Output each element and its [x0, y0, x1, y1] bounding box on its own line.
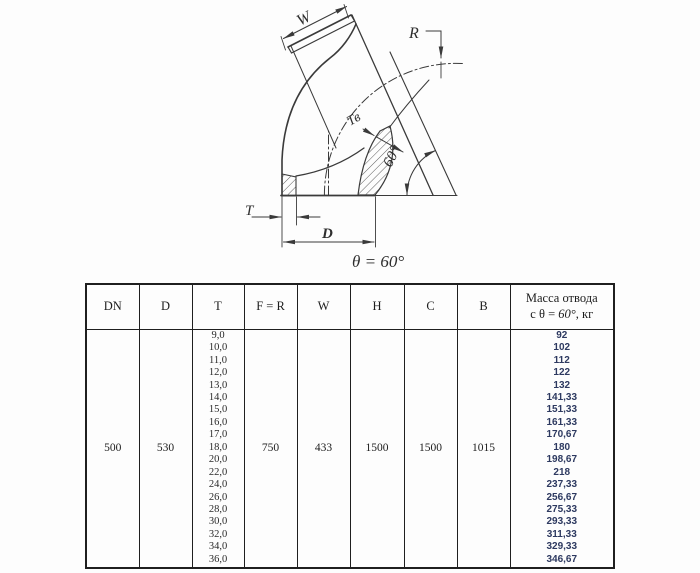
- mass-value: 151,33: [546, 404, 578, 416]
- mass-value: 329,33: [546, 541, 578, 553]
- t-value: 30,0: [208, 516, 228, 528]
- bend-centerline-arc: [324, 63, 465, 195]
- cell-mass-values: [510, 329, 614, 568]
- mass-value: 141,33: [546, 392, 578, 404]
- tv-dimension-label: Тв: [344, 109, 364, 130]
- header-f-r: F = R: [244, 284, 297, 329]
- t-value: 22,0: [208, 466, 228, 478]
- mass-header-line2-prefix: с θ =: [530, 306, 559, 321]
- mass-value: 346,67: [546, 553, 578, 565]
- top-face-left-cap: [288, 47, 292, 53]
- header-w: W: [297, 284, 350, 329]
- t-value: 16,0: [208, 416, 228, 428]
- mass-value: 198,67: [546, 454, 578, 466]
- header-t: T: [192, 284, 244, 329]
- cell-w: 433: [297, 329, 350, 568]
- elbow-inner-surface-curve: [296, 148, 364, 176]
- mass-value: 180: [553, 441, 571, 453]
- left-wall-section-hatch: [282, 174, 296, 196]
- mass-value: 102: [553, 342, 571, 354]
- mass-value: 256,67: [546, 491, 578, 503]
- table-data-row: [86, 329, 614, 568]
- table-header-row: [86, 284, 614, 329]
- mass-value: 218: [553, 466, 571, 478]
- t-value: 24,0: [208, 479, 228, 491]
- header-c: C: [404, 284, 457, 329]
- cell-f-r: 750: [244, 329, 297, 568]
- mass-header-line1: Масса отвода: [525, 291, 598, 306]
- mass-value: 122: [553, 367, 571, 379]
- t-value: 28,0: [208, 503, 228, 515]
- cell-h: 1500: [350, 329, 404, 568]
- theta-equation-label: θ = 60°: [352, 252, 405, 271]
- mass-value: 170,67: [546, 429, 578, 441]
- t-value: 11,0: [209, 354, 227, 366]
- mass-header-line2-suffix: , кг: [575, 306, 594, 321]
- r-dimension-label: R: [409, 25, 419, 42]
- mass-value: 132: [553, 379, 571, 391]
- header-b: B: [457, 284, 510, 329]
- angle-arc-label: 60°: [380, 143, 405, 170]
- t-value: 32,0: [208, 528, 228, 540]
- t-value: 12,0: [208, 367, 228, 379]
- angle-dimension-arc: [407, 151, 436, 196]
- d-dimension-label: D: [322, 226, 333, 242]
- cell-c: 1500: [404, 329, 457, 568]
- header-mass: [510, 284, 614, 329]
- t-value: 13,0: [208, 379, 228, 391]
- elbow-technical-drawing: [0, 0, 700, 283]
- mass-value: 92: [556, 329, 568, 341]
- t-dimension-label: T: [245, 203, 254, 219]
- t-value: 10,0: [208, 342, 228, 354]
- w-dimension-label: W: [294, 8, 314, 30]
- dimension-table: [85, 283, 615, 569]
- mass-value: 275,33: [546, 503, 578, 515]
- cell-t-values: [192, 329, 244, 568]
- t-value: 18,0: [208, 441, 228, 453]
- cell-dn: 500: [86, 329, 139, 568]
- t-value: 20,0: [208, 454, 228, 466]
- mass-value: 112: [553, 354, 570, 366]
- r-leader-line: [426, 31, 441, 58]
- t-value: 9,0: [211, 329, 225, 341]
- tv-leader-segment-1: [363, 129, 374, 136]
- header-dn: DN: [86, 284, 139, 329]
- t-value: 17,0: [208, 429, 228, 441]
- cell-d: 530: [139, 329, 192, 568]
- t-value: 15,0: [208, 404, 228, 416]
- mass-value: 293,33: [546, 516, 578, 528]
- t-value: 14,0: [208, 392, 228, 404]
- inner-surface-upper-curve: [389, 80, 429, 128]
- mass-header-angle: 60°: [558, 306, 576, 321]
- header-h: H: [350, 284, 404, 329]
- t-value: 36,0: [208, 553, 228, 565]
- t-value: 26,0: [208, 491, 228, 503]
- mass-value: 311,33: [546, 528, 577, 540]
- header-d: D: [139, 284, 192, 329]
- mass-value: 161,33: [546, 416, 578, 428]
- mass-value: 237,33: [546, 479, 578, 491]
- t-value: 34,0: [208, 541, 228, 553]
- cell-b: 1015: [457, 329, 510, 568]
